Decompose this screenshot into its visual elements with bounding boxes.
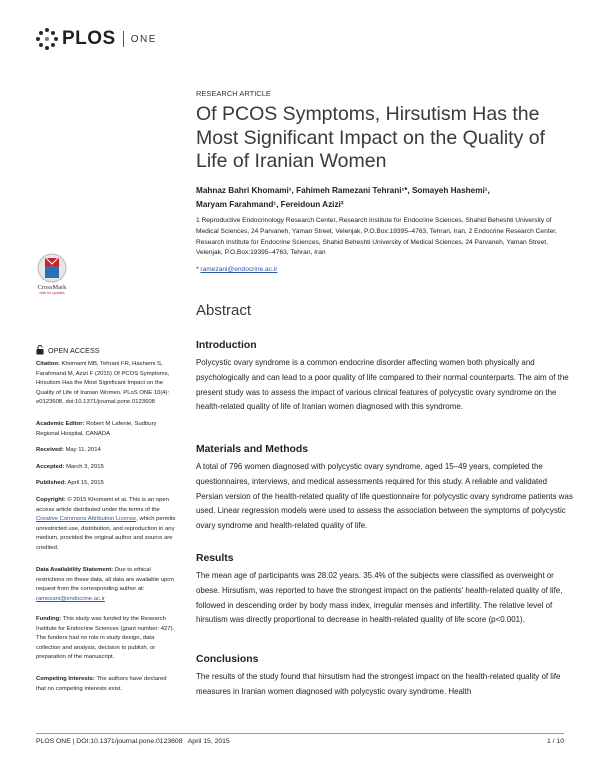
published-text: April 15, 2015 xyxy=(67,480,104,486)
section-text: Polycystic ovary syndrome is a common endocrine disorder affecting women both physically and psychologically and can lead to a poor quality of life compared to their normal counterparts. The aim of the present study was to assess the impact of various clinical features of polycystic ovary syndrome on the health-related quality of life of Iranian women diagnosed with this syndrome. xyxy=(196,358,569,412)
copyright-label: Copyright: xyxy=(36,497,66,503)
section-heading: Results xyxy=(196,553,234,564)
published-label: Published: xyxy=(36,480,67,486)
copyright-text: © 2015 Khomami et al. This is an open access article distributed under the terms of the xyxy=(36,497,169,513)
logo-sub: ONE xyxy=(130,33,157,45)
copyright-text-2: , which permits unrestricted use, distribution, and reproduction in any medium, provided the original author and source are credited. xyxy=(36,516,176,551)
abstract-section-conclusions xyxy=(196,654,574,700)
affiliations: 1 Reproductive Endocrinology Research Center, Research Institute for Endocrine Sciences, Shahid Beheshti University of Medical Sciences, 24 Parvaneh, Yaman Street, Velenjak, P.O.Box:19395–4763, Tehran, Iran, 2 Endocrine Research Center, Research Institute for Endocrine Sciences, Shahid Beheshti University of Medical Sciences, 24 Parvaneh, Yaman Street, Velenjak, P.O.Box:19395–4763, Tehran, Iran xyxy=(196,217,557,257)
received-block xyxy=(36,446,176,456)
citation-text: Khomami MB, Tehrani FR, Hashemi S, Farahmand M, Azizi F (2015) Of PCOS Symptoms, Hirsutism Has the Most Significant Impact on the Quality of Life of Iranian Women. PLoS ONE 10(4): e0123608. doi:10.1371/journal.pone.0123608 xyxy=(36,361,170,406)
article-type: RESEARCH ARTICLE xyxy=(196,89,271,98)
license-link[interactable]: Creative Commons Attribution License xyxy=(36,516,137,523)
accepted-text: March 3, 2015 xyxy=(66,464,104,470)
accepted-block xyxy=(36,463,176,473)
article-title: Of PCOS Symptoms, Hirsutism Has the Most Significant Impact on the Quality of Life of Iranian Women xyxy=(196,103,546,172)
author-line-1: Mahnaz Bahri Khomami¹, Fahimeh Ramezani Tehrani¹*, Somayeh Hashemi¹, xyxy=(196,186,490,195)
funding-block xyxy=(36,615,176,663)
corresponding-email xyxy=(196,266,277,273)
data-availability-block xyxy=(36,566,176,604)
author-line-2: Maryam Farahmand¹, Fereidoun Azizi² xyxy=(196,199,344,209)
abstract-heading: Abstract xyxy=(196,302,252,319)
open-access-label: OPEN ACCESS xyxy=(48,345,100,355)
copyright-block xyxy=(36,496,176,554)
abstract-section-introduction xyxy=(196,340,574,415)
competing-interests-block xyxy=(36,675,176,694)
author-list xyxy=(196,184,576,211)
crossmark-icon xyxy=(37,253,67,283)
logo-text: PLOS xyxy=(62,28,116,49)
page-footer xyxy=(36,733,564,745)
abstract-section-methods xyxy=(196,444,574,534)
crossmark-sub: click for updates xyxy=(39,291,65,295)
citation-block xyxy=(36,360,176,408)
open-lock-icon xyxy=(36,345,44,355)
section-heading: Conclusions xyxy=(196,654,259,665)
section-text: The mean age of participants was 28.02 years. 35.4% of the subjects were classified as overweight or obese. Hirsutism, was reported to have the strongest impact on the patients' health-related quality of life, followed in descending order by body mass index, irregular menses and infertility. The relative level of hirsutism was directly proportional to decrease in health-related quality of life score (p<0.001). xyxy=(196,571,563,625)
funding-text: This study was funded by the Research Institute for Endocrine Sciences (grant number: 427). The funders had no role in study design, data collection and analysis, decision to publish, or preparation of the manuscript. xyxy=(36,616,175,661)
open-access-badge xyxy=(36,345,100,355)
received-label: Received: xyxy=(36,447,64,453)
section-heading: Introduction xyxy=(196,340,257,351)
data-availability-label: Data Availability Statement: xyxy=(36,567,114,573)
section-heading: Materials and Methods xyxy=(196,444,309,455)
crossmark-badge[interactable] xyxy=(36,253,68,295)
data-availability-text: Due to ethical restrictions on these data, all data are available upon request from the corresponding author at: xyxy=(36,567,174,593)
data-email-link[interactable]: ramezani@endocrine.ac.ir xyxy=(36,595,105,602)
abstract-section-results xyxy=(196,553,574,628)
received-text: May 11, 2014 xyxy=(65,447,101,453)
email-link[interactable]: ramezani@endocrine.ac.ir xyxy=(200,266,278,273)
citation-label: Citation: xyxy=(36,361,60,367)
footer-journal-info: PLOS ONE | DOI:10.1371/journal.pone.0123608 April 15, 2015 xyxy=(36,738,230,745)
published-block xyxy=(36,479,176,489)
editor-text: Robert M Lafenie, Sudbury Regional Hospital, CANADA xyxy=(36,421,157,437)
editor-label: Academic Editor: xyxy=(36,421,85,427)
funding-label: Funding: xyxy=(36,616,62,622)
competing-label: Competing Interests: xyxy=(36,676,95,682)
plos-logo-icon xyxy=(36,28,58,50)
logo-divider xyxy=(123,31,124,47)
section-text: The results of the study found that hirsutism had the strongest impact on the health-related quality of life measures in Iranian women diagnosed with polycystic ovary syndrome. Health xyxy=(196,672,561,696)
editor-block xyxy=(36,420,176,439)
competing-text: The authors have declared that no competing interests exist. xyxy=(36,676,167,692)
accepted-label: Accepted: xyxy=(36,464,65,470)
page-number: 1 / 10 xyxy=(546,738,564,745)
email-prefix: * xyxy=(196,266,201,273)
journal-logo xyxy=(36,28,157,50)
crossmark-label: CrossMark xyxy=(37,284,67,291)
section-text: A total of 796 women diagnosed with polycystic ovary syndrome, aged 15–49 years, completed the questionnaires, interviews, and medical assessments required for this study. A reliable and validated Persian version of the health-related quality of life questionnaire for polycystic ovary syndrome patients was used. Linear regression models were used to assess the association between the symptoms of polycystic ovary syndrome and health-related quality of life. xyxy=(196,462,573,531)
